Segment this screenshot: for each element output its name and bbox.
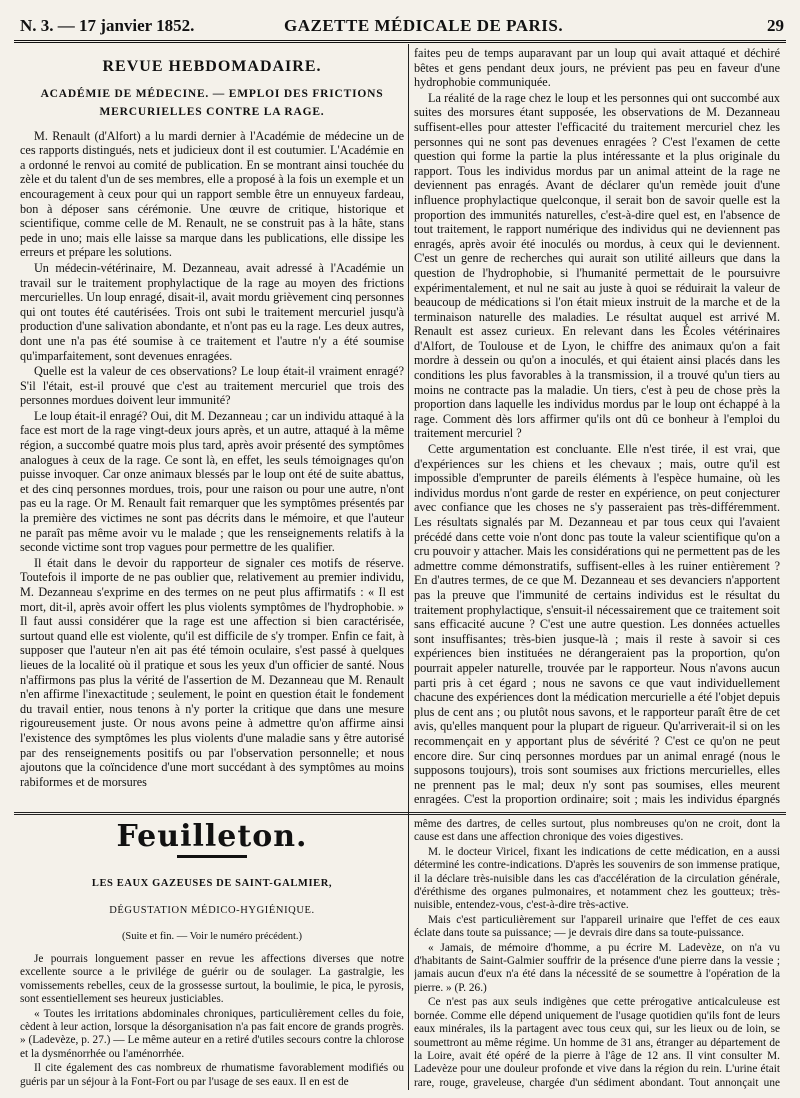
revue-paragraph: La réalité de la rage chez le loup et les personnes qui ont succombé aux suites des morsures étant supposée, les observations de M. Dezanneau suffisent-elles pour attester l'efficacité du traitement mercuriel chez les personnes qui ne sont pas devenues enragées ? C'est l'examen de cette question qui forme la partie la plus intéressante et la plus originale du rapport. Tous les individus mordus par un animal atteint de la rage ne deviennent pas enragés. Avant de déclarer qu'un remède jouit d'une influence prophylactique quelconque, il serait bon de savoir quelle est la proportion des immunités naturelles, c'est-à-dire quel est, en l'absence de tout traitement, le rapport numérique des individus qui ne deviennent pas enragés, après avoir été inoculés ou mordus, à ceux qui le deviennent. C'est un genre de recherches qui aurait son utilité ailleurs que dans la question de l'hydrophobie, si l'humanité permettait de le poursuivre expérimentalement, et nul ne sait au juste à quoi se réduirait la valeur de beaucoup de médications si l'on était mieux instruit de la marche et de la terminaison naturelle des maladies. Le résultat auquel est arrivé M. Renault est assez curieux. En relevant dans les Écoles vétérinaires d'Alfort, de Toulouse et de Lyon, le chiffre des animaux qu'on a fait mordre à dessein ou qu'on a inoculés, et qui étaient ainsi placés dans les conditions les plus favorables à la transmission, il a trouvé qu'un tiers au moins ne contracte pas la maladie. Un tiers, c'est à peu de chose près la proportion dans laquelle les individus mordus par le loup ont échappé à la rage. Comment dès lors affirmer qu'ils ont dû ce bonheur à l'emploi du traitement mercuriel ? (414, 90, 780, 441)
feuilleton-paragraph: « Toutes les irritations abdominales chroniques, particulièrement celles du foie, cèdent à leur action, lorsque la désorganisation n'a pas fait encore de grands progrès. » (Ladevèze, p. 27.) — Le même auteur en a retiré d'utiles secours contre la chlorose et la dysménorrhée ou l'aménorrhée. (20, 1007, 404, 1060)
feuilleton-right-column (414, 818, 780, 1090)
header-rule (14, 40, 786, 43)
issue-date: N. 3. — 17 janvier 1852. (20, 16, 195, 35)
feuilleton-left-column (20, 818, 404, 1090)
revue-paragraph: Cette argumentation est concluante. Elle n'est tirée, il est vrai, que d'expériences sur les chiens et les chevaux ; mais, outre qu'il est impossible d'emprunter de pareils éléments à l'espèce humaine, où les individus mordus n'ont garde de rester en expérience, on peut conjecturer avec confiance que les choses ne s'y passeraient pas très-différemment. Les résultats signalés par M. Dezanneau et par tous ceux qui l'avaient précédé dans cette voie n'ont donc pas toute la valeur scientifique qu'on a cru pouvoir y attacher. Mais les considérations qui ne permettent pas de les admettre comme démonstratifs, suffisent-elles à les ruiner entièrement ? En d'autres termes, de ce que M. Dezanneau et ses devanciers n'apportent pas la preuve que l'immunité de certains individus est le résultat du traitement prophylactique, s'ensuit-il nécessairement que ce traitement soit sans efficacité aucune ? C'est une autre question. Les données actuelles sont insuffisantes; très-bien jusque-là ; mais il reste à savoir si ces expériences bien instituées ne dérangeraient pas la proportion, qu'on pourrait appeler naturelle, trouvée par le rapporteur. Nous n'avons aucun parti pris à cet égard ; nous ne savons ce que vaut individuellement chacune des expériences dont la médication mercurielle a été l'objet depuis plus de cent ans ; ou plutôt nous savons, et le rapporteur paraît être de cet avis, qu'elles manquent pour la plupart de rigueur. Qu'arriverait-il si on les recommençait en y apportant plus de sévérité ? C'est ce qu'on ne peut encore dire. Sur cinq personnes mordues par un animal enragé (nous le supposons toujours), trois sont soumises aux frictions mercurielles, elles ne prennent pas le mal; deux n'y sont pas soumises, elles meurent enragées. C'est la proportion ordinaire; soit ; mais les individus épargnés (414, 442, 780, 806)
feuilleton-paragraph: M. le docteur Viricel, fixant les indications de cette médication, en a aussi déterminé les contre-indications. D'après les souvenirs de son immense pratique, il la déclare très-nuisible dans les cas d'accélération de la circulation générale, d'éréthisme des organes pulmonaires, et notamment chez les goutteux; très-nuisible, entendez-vous, c'est-à-dire très-active. (414, 845, 780, 912)
feuilleton-paragraph: Il cite également des cas nombreux de rhumatisme favorablement modifiés ou guéris par un séjour à la Font-Fort ou par l'usage de ses eaux. Il en est de (20, 1062, 404, 1088)
ornament-rule (20, 849, 404, 862)
feuilleton-paragraph: Ce n'est pas aux seuls indigènes que cette prérogative anticalculeuse est bornée. Comme elle dépend uniquement de l'usage quotidien qu'ils font de leurs eaux minérales, ils la partagent avec tous ceux qui, sur les lieux ou de loin, se soumettront au même régime. Un homme de 31 ans, étranger au département de la Loire, avait été opéré de la pierre à l'âge de 12 ans. Il vint consulter M. Ladevèze pour une douleur profonde et vive dans la région du rein. L'urine était rare, rouge, graveleuse, chargée d'un sédiment abondant. Tout annonçait une (414, 996, 780, 1089)
revue-paragraph: Quelle est la valeur de ces observations? Le loup était-il vraiment enragé? S'il l'était, est-il prouvé que c'est au traitement mercuriel que trois des personnes mordues doivent leur immunité? (20, 364, 404, 408)
revue-title: REVUE HEBDOMADAIRE. (102, 58, 322, 75)
column-divider (408, 44, 409, 1090)
feuilleton-paragraph: Je pourrais longuement passer en revue les affections diverses que notre excellente source a le privilége de guérir ou de soulager. La gastralgie, les vomissements rebelles, ceux de la grossesse surtout, la boulimie, le pica, le pyrosis, sont essentiellement ses heureux justiciables. (20, 953, 404, 1006)
revue-right-column (414, 46, 780, 806)
feuilleton-paragraph: même des dartres, de celles surtout, plus nombreuses qu'on ne croit, dont la cause est dans une affection chronique des voies digestives. (414, 818, 780, 844)
page-number: 29 (767, 16, 784, 35)
feuilleton-paragraph: « Jamais, de mémoire d'homme, a pu écrire M. Ladevèze, on n'a vu d'habitants de Saint-Galmier souffrir de la présence d'une pierre dans la vessie ; jamais aucun d'eux n'a été dans la nécessité de se soumettre à l'opération de la pierre. » (P. 26.) (414, 941, 780, 994)
journal-title: GAZETTE MÉDICALE DE PARIS. (284, 16, 564, 35)
feuilleton-paragraph: Mais c'est particulièrement sur l'appareil urinaire que l'effet de ces eaux éclate dans toute sa puissance; — je devrais dire dans sa toute-puissance. (414, 913, 780, 940)
feuilleton-heading: Feuilleton. (116, 819, 308, 854)
revue-subtitle: ACADÉMIE DE MÉDECINE. — EMPLOI DES FRICTIONS MERCURIELLES CONTRE LA RAGE. (40, 87, 384, 118)
revue-paragraph: faites peu de temps auparavant par un loup qui avait attaqué et déchiré bêtes et gens pendant deux jours, ne prévient pas peu en faveur d'une hydrophobie communiquée. (414, 46, 780, 90)
revue-paragraph: Il était dans le devoir du rapporteur de signaler ces motifs de réserve. Toutefois il importe de ne pas oublier que, relativement au premier individu, M. Dezanneau s'exprime en des termes on ne peut plus affirmatifs : « Il est mort, dit-il, après avoir offert les plus violents symptômes de l'hydrophobie. » Il faut aussi considérer que la rage est une affection si bien caractérisée, surtout quand elle est violente, qu'il est difficile de s'y tromper. Enfin ce fait, à supposer que l'auteur n'en ait pas été témoin oculaire, s'est passé à quelques lieues de la localité où il pratique et sous les yeux d'un officier de santé. Nous n'affirmons pas plus la vérité de l'assertion de M. Dezanneau que M. Renault n'en affirme l'inexactitude ; seulement, le point en question était le fondement du travail entier, nous tenons à n'y porter la critique que dans une mesure rigoureusement juste. Or nous avons peine à admettre qu'on affirme ainsi l'existence des symptômes les plus violents d'une maladie sans y être autorisé par des renseignements positifs ou par l'observation personnelle; et nous ajoutons que la coïncidence d'une mort succédant à des symptômes au moins rabiformes et de morsures (20, 555, 404, 789)
running-header (14, 6, 786, 40)
revue-paragraph: M. Renault (d'Alfort) a lu mardi dernier à l'Académie de médecine un de ces rapports distingués, nets et judicieux dont il est coutumier. L'Académie en a ordonné le renvoi au comité de publication. En se montrant ainsi touchée du zèle et du talent d'un de ses membres, elle a proposé à la fois un exemple et un encouragement à ceux pour qui un rapport semble être un ennuyeux fardeau, bon à déposer sans cérémonie. Une œuvre de critique, historique et scientifique, comme celle de M. Renault, ne se construit pas à la hâte, stans pede in uno; mais elle laisse sa marque dans les publications, elle dissipe les erreurs et prépare les solutions. (20, 128, 404, 260)
feuilleton-separator (14, 812, 786, 815)
journal-page (14, 6, 786, 1092)
revue-paragraph: Un médecin-vétérinaire, M. Dezanneau, avait adressé à l'Académie un travail sur le traitement prophylactique de la rage au moyen des frictions mercurielles. Un loup enragé, disait-il, avait mordu grièvement cinq personnes qui ont toutes été cautérisées. Trois ont subi le traitement mercuriel jusqu'à production d'une salivation abondante, et n'ont pas eu la rage. Les deux autres, dont une n'a pas été soumise à ce traitement et l'autre n'y a été soumise qu'imparfaitement, sont devenues enragées. (20, 260, 404, 363)
revue-left-column (20, 46, 404, 806)
feuilleton-subtitle: DÉGUSTATION MÉDICO-HYGIÉNIQUE. (109, 905, 315, 917)
revue-paragraph: Le loup était-il enragé? Oui, dit M. Dezanneau ; car un individu attaqué à la face est mort de la rage vingt-deux jours après, et un autre, attaqué à la même région, a succombé quatre mois plus tard, après avoir présenté des symptômes analogues à ceux de la rage. Ce sont là, en effet, les seuls témoignages qu'on puisse invoquer. Car onze animaux blessés par le loup ont été de suite abattus, et des cinq personnes mordues, trois, pour une raison ou pour une autre, n'ont pas eu la rage. Or M. Renault fait remarquer que les symptômes présentés par la première des victimes ne sont pas décrits dans le mémoire, et que l'auteur ne paraît pas même avoir vu le malade ; que les renseignements relatifs à la seconde victime sont trop vagues pour permettre de les qualifier. (20, 408, 404, 555)
feuilleton-title: LES EAUX GAZEUSES DE SAINT-GALMIER, (91, 877, 333, 889)
feuilleton-note: (Suite et fin. — Voir le numéro précédent.) (121, 930, 303, 942)
